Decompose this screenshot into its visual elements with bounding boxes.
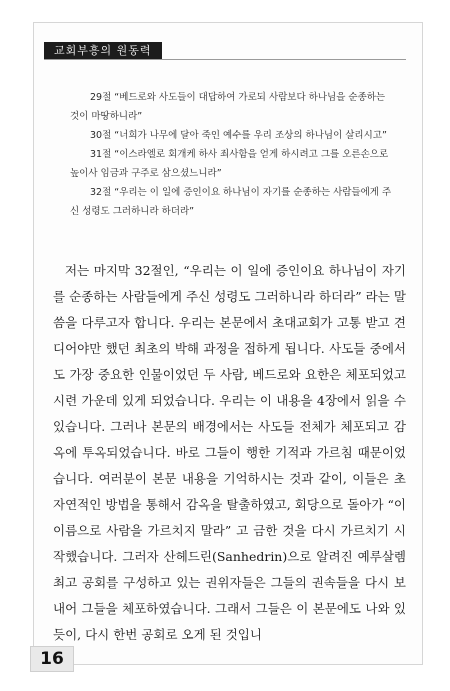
body-text bbox=[53, 258, 406, 648]
scripture-quote-block bbox=[70, 88, 396, 221]
verse-29: 29절 “베드로와 사도들이 대답하여 가로되 사람보다 하나님을 순종하는 것이 마땅하니라” bbox=[70, 92, 386, 122]
page-number: 16 bbox=[30, 646, 74, 672]
verse-31: 31절 “이스라엘로 회개케 하사 죄사함을 얻게 하시려고 그를 오른손으로 높이사 임금과 구주로 삼으셨느니라” bbox=[70, 149, 389, 179]
body-paragraph: 저는 마지막 32절인, “우리는 이 일에 증인이요 하나님이 자기를 순종하는 사람들에게 주신 성령도 그러하니라 하더라” 라는 말씀을 다루고자 합니다. 우리는 본문에서 초대교회가 고통 받고 견디어야만 했던 최초의 박해 과정을 접하게 됩니다. 사도들 중에서도 가장 중요한 인물이었던 두 사람, 베드로와 요한은 체포되었고 시련 가운데 있게 되었습니다. 우리는 이 내용을 4장에서 읽을 수 있습니다. 그러나 본문의 배경에서는 사도들 전체가 체포되고 감옥에 투옥되었습니다. 바로 그들이 행한 기적과 가르침 때문이었습니다. 여러분이 본문 내용을 기억하시는 것과 같이, 이들은 초자연적인 방법을 통해서 감옥을 탈출하였고, 회당으로 돌아가 “이 이름으로 사람을 가르치지 말라” 고 금한 것을 다시 가르치기 시작했습니다. 그러자 산헤드린(Sanhedrin)으로 알려진 예루살렘 최고 공회를 구성하고 있는 권위자들은 그들의 권속들을 다시 보내어 그들을 체포하였습니다. 그래서 그들은 이 본문에도 나와 있듯이, 다시 한번 공회로 오게 된 것입니 bbox=[53, 263, 406, 642]
running-header-title: 교회부흥의 원동력 bbox=[44, 42, 162, 60]
verse-32: 32절 “우리는 이 일에 증인이요 하나님이 자기를 순종하는 사람들에게 주신 성령도 그러하니라 하더라” bbox=[70, 187, 392, 217]
header-rule bbox=[44, 59, 406, 60]
verse-30: 30절 “너희가 나무에 달아 죽인 예수를 우리 조상의 하나님이 살리시고” bbox=[90, 130, 387, 141]
